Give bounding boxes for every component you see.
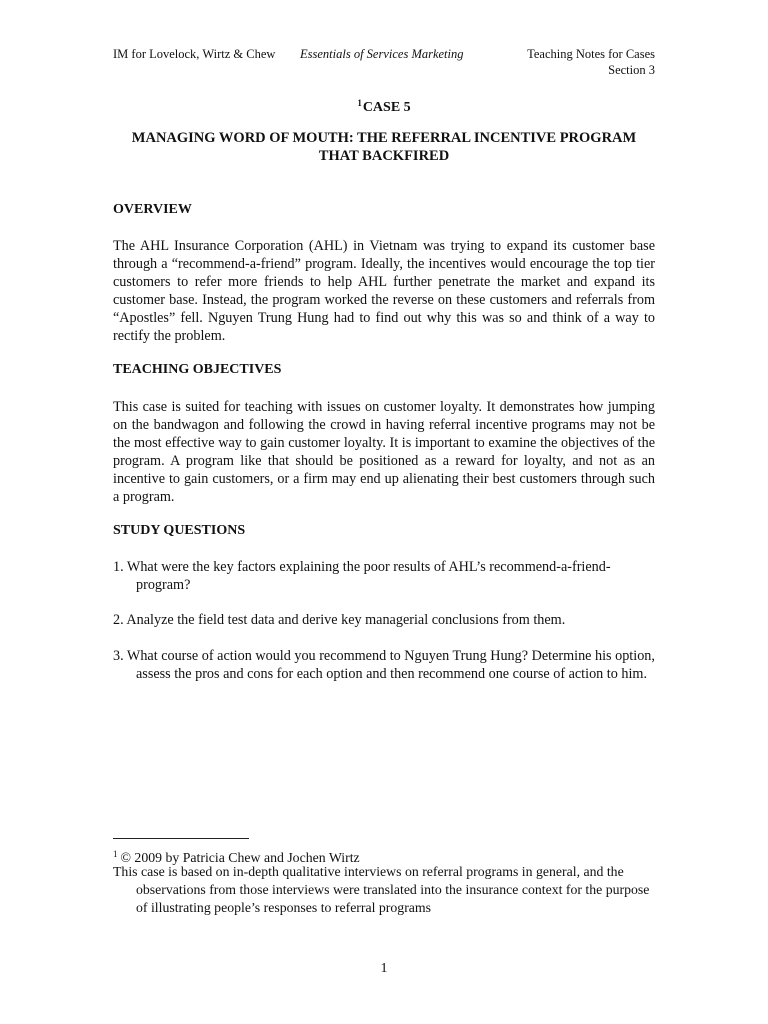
case-title: MANAGING WORD OF MOUTH: THE REFERRAL INCENTIVE PROGRAM THAT BACKFIRED	[131, 130, 637, 164]
footnote-mark: 1	[113, 849, 118, 859]
footnote-separator	[113, 838, 249, 839]
overview-paragraph: The AHL Insurance Corporation (AHL) in Vietnam was trying to expand its customer base through a “recommend-a-friend” program. Ideally, the incentives would encourage the top tier customers to refer more friends to help AHL further penetrate the market and expand its customer base. Instead, the program worked the reverse on these customers and referrals from “Apostles” fell. Nguyen Trung Hung had to find out why this was so and think of a way to rectify the problem.	[113, 238, 655, 344]
study-questions-heading: STUDY QUESTIONS	[113, 523, 246, 538]
objectives-paragraph: This case is suited for teaching with issues on customer loyalty. It demonstrates how jumping on the bandwagon and following the crowd in having referral incentive programs may not be the most effective way to gain customer loyalty. It is important to examine the objectives of the program. A program like that should be positioned as a reward for loyalty, and not as an incentive to gain customers, or a firm may end up alienating their best customers through such a program.	[113, 399, 655, 505]
case-label-text: CASE 5	[362, 100, 411, 115]
overview-heading: OVERVIEW	[113, 202, 192, 217]
header-right-line1: Teaching Notes for Cases	[527, 47, 655, 61]
header-book-title: Essentials of Services Marketing	[300, 47, 464, 61]
study-question-1: 1. What were the key factors explaining the poor results of AHL’s recommend-a-friend-program?	[113, 559, 611, 593]
case-footnote-mark: 1	[357, 98, 362, 108]
header-right-line2: Section 3	[608, 63, 655, 77]
header-right	[527, 46, 655, 78]
study-question-2: 2. Analyze the field test data and derive key managerial conclusions from them.	[113, 612, 566, 628]
objectives-heading: TEACHING OBJECTIVES	[113, 362, 282, 377]
header-left: IM for Lovelock, Wirtz & Chew	[113, 47, 276, 61]
footnote-text: This case is based on in-depth qualitative interviews on referral programs in general, and the observations from those interviews were translated into the insurance context for the purpose of illustrating people’s responses to referral programs	[113, 864, 650, 915]
footnote-copyright-text: © 2009 by Patricia Chew and Jochen Wirtz	[120, 850, 360, 865]
study-question-3: 3. What course of action would you recommend to Nguyen Trung Hung? Determine his option, assess the pros and cons for each option and then recommend one course of action to him.	[113, 648, 655, 682]
page-number: 1	[380, 961, 388, 976]
case-label	[113, 94, 655, 117]
